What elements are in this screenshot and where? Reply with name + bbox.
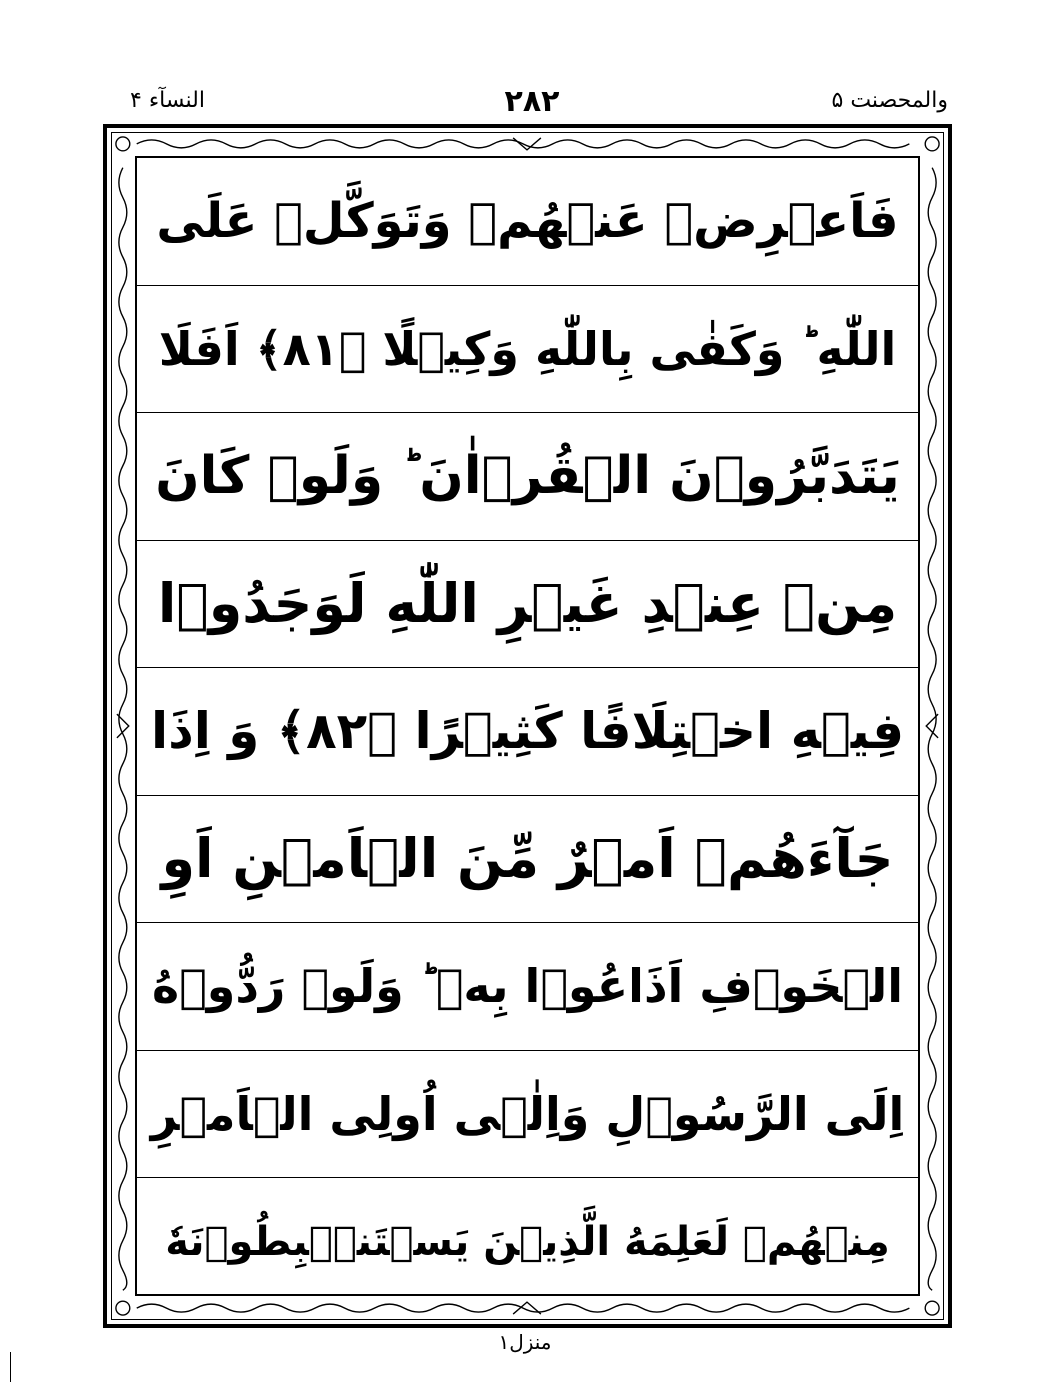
line-text: مِنۡ عِنۡدِ غَيۡرِ اللّٰهِ لَوَجَدُوۡا bbox=[157, 571, 898, 635]
juz-name: والمحصنت ۵ bbox=[831, 88, 948, 113]
text-line bbox=[137, 1178, 918, 1306]
manzil-footer: منزل۱ bbox=[498, 1330, 552, 1354]
line-text: اللّٰهِ ؕ وَكَفٰى بِاللّٰهِ وَكِيۡلًا ﴿۸۱﴾ اَفَلَا bbox=[158, 321, 897, 376]
line-text: اِلَى الرَّسُوۡلِ وَاِلٰۤى اُولِى الۡاَمۡرِ bbox=[150, 1086, 905, 1141]
text-line bbox=[137, 541, 918, 669]
text-line bbox=[137, 796, 918, 924]
text-line bbox=[137, 286, 918, 414]
text-line bbox=[137, 668, 918, 796]
line-text: مِنۡهُمۡ لَعَلِمَهُ الَّذِيۡنَ يَسۡتَنۡۢبِطُوۡنَهٗ bbox=[165, 1218, 890, 1265]
text-line bbox=[137, 158, 918, 286]
line-text: يَتَدَبَّرُوۡنَ الۡقُرۡاٰنَ ؕ وَلَوۡ كَانَ bbox=[155, 446, 900, 507]
text-line bbox=[137, 923, 918, 1051]
page-header bbox=[112, 84, 952, 124]
text-line bbox=[137, 413, 918, 541]
line-text: الۡخَوۡفِ اَذَاعُوۡا بِهٖ ؕ وَلَوۡ رَدُّوۡهُ bbox=[151, 959, 904, 1014]
surah-name: النسآء ۴ bbox=[130, 88, 205, 113]
line-text: جَآءَهُمۡ اَمۡرٌ مِّنَ الۡاَمۡنِ اَوِ bbox=[161, 826, 894, 890]
line-text: فِيۡهِ اخۡتِلَافًا كَثِيۡرًا ﴿۸۲﴾ وَ اِذَا bbox=[150, 702, 905, 761]
text-line bbox=[137, 1051, 918, 1179]
page-number: ۲۸۲ bbox=[504, 84, 560, 119]
scan-edge-mark bbox=[10, 1352, 11, 1382]
line-text: فَاَعۡرِضۡ عَنۡهُمۡ وَتَوَكَّلۡ عَلَى bbox=[156, 193, 899, 250]
page-frame bbox=[103, 124, 952, 1328]
verse-text-area bbox=[135, 156, 920, 1296]
